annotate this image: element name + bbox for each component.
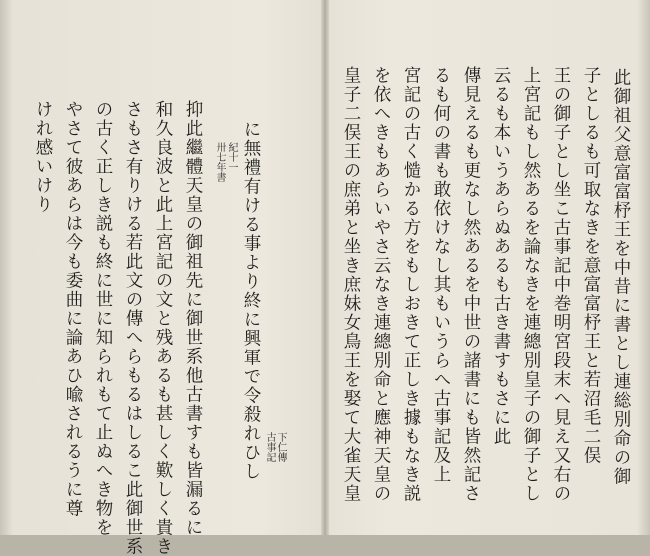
text-column: けれ感いけり <box>33 100 53 214</box>
right-page <box>328 0 650 535</box>
text-column: 王の御子とし坐こ古事記中巻明宮段末へ見え又右の <box>551 66 571 503</box>
citation-note: 下仁傳 <box>275 432 286 462</box>
text-column: 宮記の古く慥かる方をもしおきて正しき據もなき説 <box>401 66 421 503</box>
text-column: を依へきもあらいやさ云なき連總別命と應神天皇の <box>371 66 391 503</box>
text-column: 子としるも可取なきを意富富杼王と若沼毛二俣 <box>581 66 601 465</box>
text-column: 皇子二俣王の庶弟と坐き庶妹女鳥王を娶て大雀天皇 <box>341 66 361 503</box>
citation-note: 古事記 <box>264 432 275 462</box>
text-column: 此御祖父意富富杼王を中昔に書とし連総別命の御 <box>611 68 631 486</box>
citation-note: 紀十一 <box>226 142 237 172</box>
text-column: に無禮有ける事より終に興軍で令殺れひし <box>241 120 261 481</box>
text-column: るも何の書も敢依けなし其もいうらへ古事記及上 <box>431 66 451 484</box>
text-column: 云るも本いうあらぬあるも古き書すもさに此 <box>491 66 511 446</box>
left-page <box>0 0 322 556</box>
text-column: やさて彼あらは今も委曲に論あひ喩されるうに尊 <box>63 100 83 518</box>
text-column: 和久良波と此上宮記の文と残あるも甚しく歎しく貴き <box>153 100 173 556</box>
text-column: 上宮記もし然あるを論なきを連總別皇子の御子とし <box>521 66 541 503</box>
text-column: 傳見えるも更なし然あるを中世の諸書にも皆然記さ <box>461 66 481 503</box>
text-column: さもさ有りける若此文の傳へらもるはしるこ此御世系 <box>123 100 143 556</box>
text-column: の古く正しき説も終に世に知られもて止ぬへき物を <box>93 100 113 537</box>
book-gutter <box>321 0 329 535</box>
text-column: 抑此繼體天皇の御祖先に御世系他古書すも皆漏るに <box>183 100 203 537</box>
citation-note: 卅七年書 <box>214 142 225 182</box>
